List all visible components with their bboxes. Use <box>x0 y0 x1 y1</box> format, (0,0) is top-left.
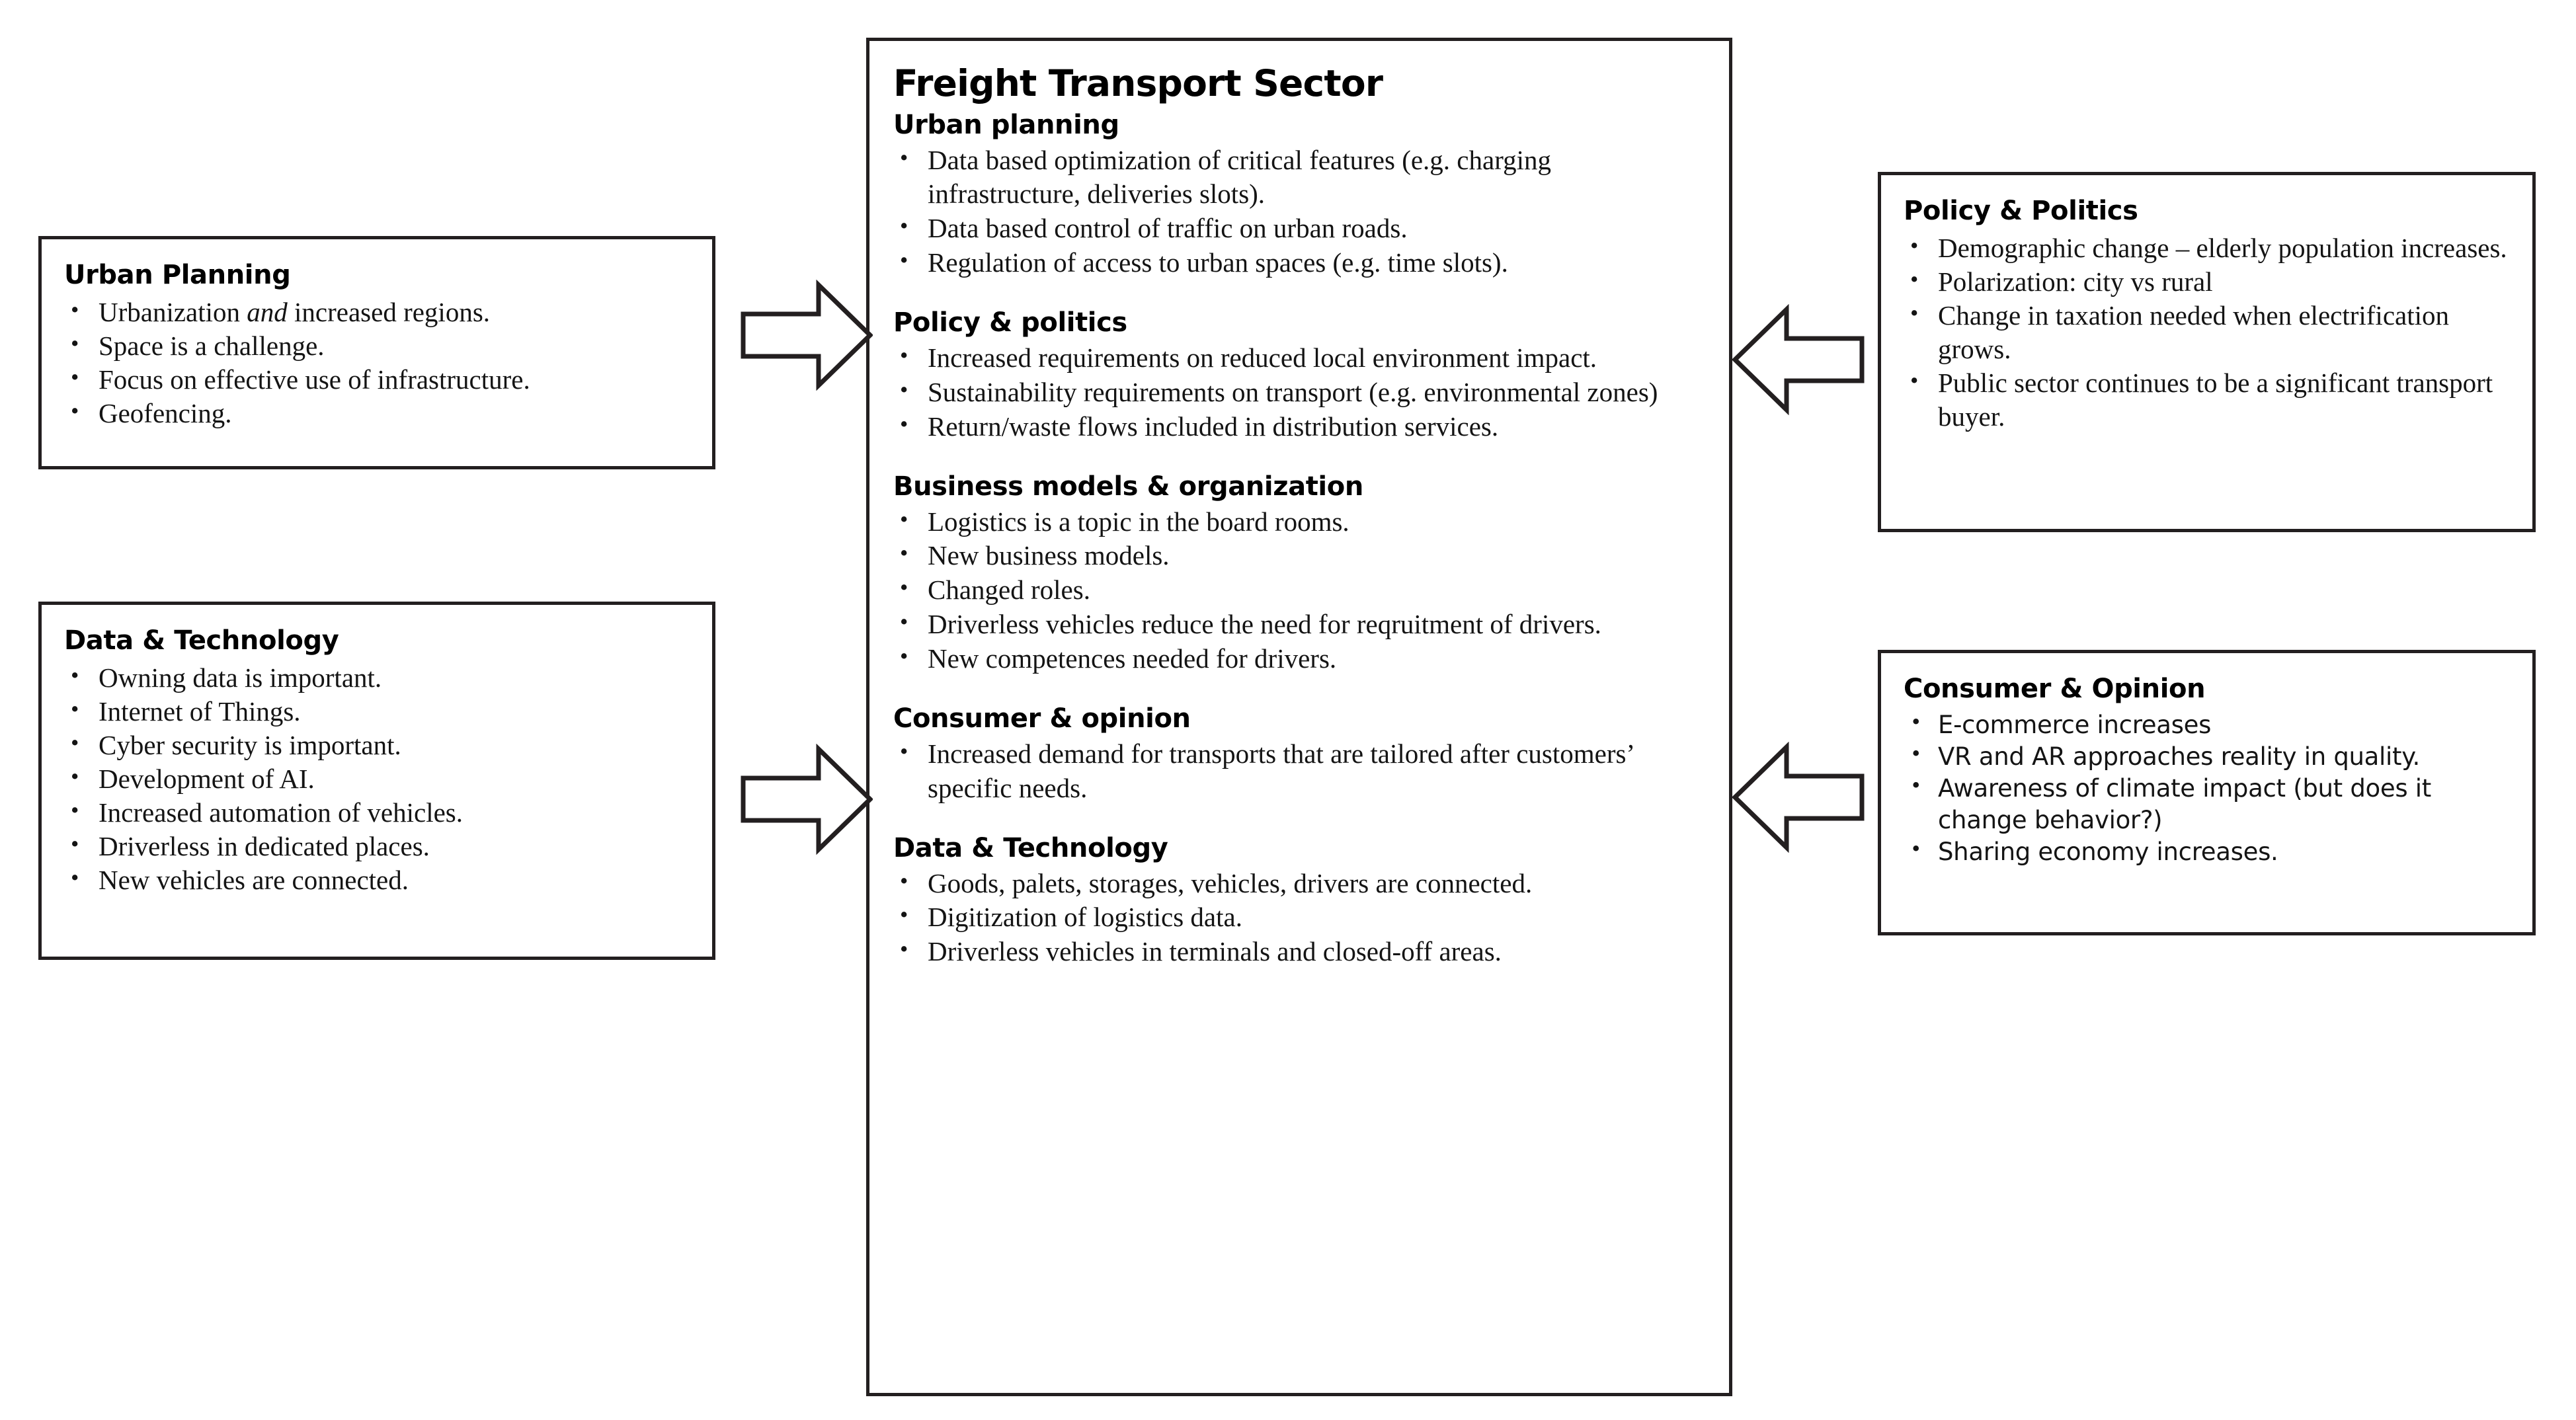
box-freight-transport-sector <box>866 38 1732 1396</box>
list-item: • Driverless in dedicated places. <box>64 830 690 863</box>
box-data-technology-list <box>64 661 690 897</box>
list-item: • Increased requirements on reduced local environment impact. <box>893 341 1703 375</box>
section-title: Urban planning <box>893 109 1119 140</box>
section-list <box>893 341 1703 444</box>
arrow-left-icon-policy-politics <box>1732 304 1865 415</box>
list-item: • Internet of Things. <box>64 695 690 729</box>
section-title: Data & Technology <box>893 832 1168 863</box>
arrow-left-icon-consumer-opinion <box>1732 742 1865 853</box>
list-item: • E-commerce increases <box>1904 709 2510 741</box>
list-item: • Focus on effective use of infrastructure. <box>64 363 690 397</box>
list-item: • Demographic change – elderly population increases. <box>1904 231 2510 265</box>
box-policy-politics-content <box>1881 175 2532 450</box>
section-title: Policy & politics <box>893 307 1127 338</box>
section-list <box>893 505 1703 676</box>
box-freight-transport-sector-content <box>869 41 1729 989</box>
list-item: • Regulation of access to urban spaces (e.g. time slots). <box>893 246 1703 280</box>
box-data-technology-title: Data & Technology <box>64 625 339 656</box>
box-urban-planning-title: Urban Planning <box>64 260 291 290</box>
list-item: • Sustainability requirements on transport (e.g. environmental zones) <box>893 375 1703 410</box>
box-urban-planning-content <box>42 239 712 446</box>
list-item: • New business models. <box>893 539 1703 573</box>
emphasis-and: and <box>247 296 288 327</box>
box-policy-politics-title: Policy & Politics <box>1904 196 2138 226</box>
list-item: • Cyber security is important. <box>64 729 690 762</box>
list-item: • Awareness of climate impact (but does it change behavior?) <box>1904 773 2510 836</box>
box-urban-planning <box>38 236 715 469</box>
list-item: • Increased automation of vehicles. <box>64 796 690 830</box>
box-consumer-opinion <box>1878 650 2536 935</box>
arrow-right-icon-urban-planning <box>741 280 873 391</box>
section-consumer-opinion <box>893 703 1703 806</box>
section-urban-planning <box>893 109 1703 280</box>
list-item: • New competences needed for drivers. <box>893 642 1703 676</box>
list-item: • Geofencing. <box>64 397 690 430</box>
list-item: • Return/waste flows included in distribution services. <box>893 410 1703 444</box>
section-business-models <box>893 471 1703 676</box>
list-item: • Space is a challenge. <box>64 329 690 363</box>
list-item: • Increased demand for transports that are tailored after customers’ specific needs. <box>893 737 1703 806</box>
section-title: Consumer & opinion <box>893 703 1191 734</box>
list-item: • Driverless vehicles reduce the need for reqruitment of drivers. <box>893 608 1703 642</box>
list-item: • Driverless vehicles in terminals and closed-off areas. <box>893 935 1703 969</box>
box-consumer-opinion-content <box>1881 653 2532 884</box>
list-item <box>64 296 690 329</box>
list-item: • Data based control of traffic on urban roads. <box>893 212 1703 246</box>
box-data-technology <box>38 602 715 960</box>
list-item: • Logistics is a topic in the board rooms. <box>893 505 1703 539</box>
section-title: Business models & organization <box>893 471 1363 502</box>
box-data-technology-content <box>42 605 712 913</box>
list-item: • Changed roles. <box>893 573 1703 608</box>
list-item: • Goods, palets, storages, vehicles, drivers are connected. <box>893 867 1703 901</box>
box-policy-politics <box>1878 172 2536 532</box>
list-item: • Data based optimization of critical features (e.g. charging infrastructure, deliveries slots). <box>893 143 1703 212</box>
box-consumer-opinion-title: Consumer & Opinion <box>1904 674 2206 704</box>
section-list <box>893 867 1703 970</box>
list-item: • Change in taxation needed when electrification grows. <box>1904 299 2510 366</box>
list-item: • Sharing economy increases. <box>1904 836 2510 868</box>
section-list <box>893 143 1703 280</box>
list-item: • Digitization of logistics data. <box>893 900 1703 935</box>
list-item: • Owning data is important. <box>64 661 690 695</box>
list-item: • Development of AI. <box>64 762 690 796</box>
list-item: • New vehicles are connected. <box>64 863 690 897</box>
section-list <box>893 737 1703 806</box>
box-urban-planning-list <box>64 296 690 430</box>
list-item: • Polarization: city vs rural <box>1904 265 2510 299</box>
arrow-right-icon-data-technology <box>741 744 873 855</box>
list-item: • Public sector continues to be a significant transport buyer. <box>1904 366 2510 434</box>
box-consumer-opinion-list <box>1904 709 2510 868</box>
bullet-text-0: Urbanization and increased regions. <box>99 296 491 327</box>
page-title: Freight Transport Sector <box>893 62 1383 104</box>
section-data-technology <box>893 832 1703 970</box>
section-policy-politics <box>893 307 1703 444</box>
box-policy-politics-list <box>1904 231 2510 434</box>
list-item: • VR and AR approaches reality in quality. <box>1904 741 2510 773</box>
